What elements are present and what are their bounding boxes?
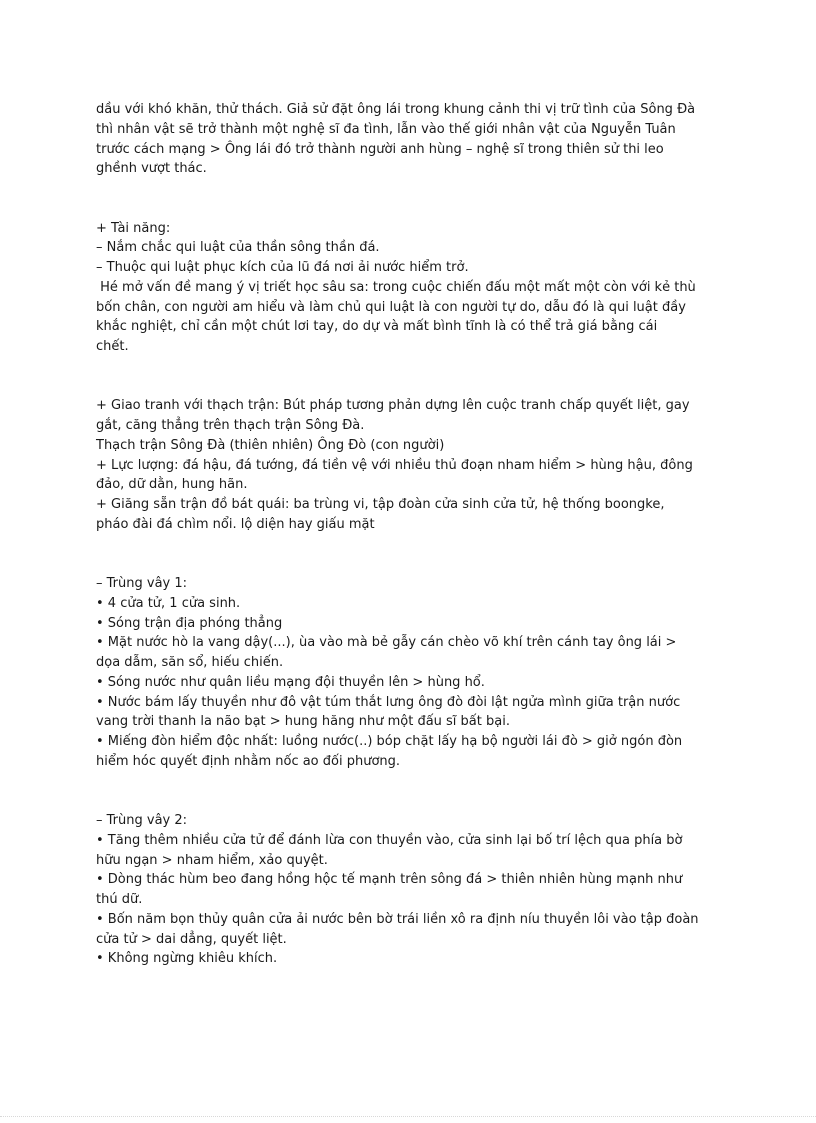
text-line: – Nắm chắc qui luật của thần sông thần đá. <box>96 240 380 256</box>
text-line: + Giăng sẵn trận đồ bát quái: ba trùng vi, tập đoàn cửa sinh cửa tử, hệ thống boongke, <box>96 497 665 512</box>
text-line: vang trời thanh la não bạt > hung hăng như một đấu sĩ bất bại. <box>96 714 510 730</box>
text-line: • 4 cửa tử, 1 cửa sinh. <box>96 595 241 611</box>
blank-line <box>96 535 736 555</box>
text-line: hiểm hóc quyết định nhằm nốc ao đối phương. <box>96 753 401 769</box>
page-bottom-divider <box>0 1116 816 1117</box>
text-line: – Thuộc qui luật phục kích của lũ đá nơi ải nước hiểm trở. <box>96 260 469 275</box>
blank-line <box>96 772 736 792</box>
document-body <box>96 100 736 969</box>
text-line: • Tăng thêm nhiều cửa tử để đánh lừa con thuyền vào, cửa sinh lại bố trí lệch qua phía bờ <box>96 832 683 848</box>
text-line: cửa tử > dai dẳng, quyết liệt. <box>96 931 287 947</box>
text-line: Thạch trận Sông Đà (thiên nhiên) Ông Đò (con người) <box>96 437 445 453</box>
text-line: pháo đài đá chìm nổi. lộ diện hay giấu mặt <box>96 516 375 532</box>
text-line: – Trùng vây 2: <box>96 813 188 828</box>
blank-line <box>96 199 736 219</box>
blank-line <box>96 554 736 574</box>
text-line: • Dòng thác hùm beo đang hồng hộc tế mạnh trên sông đá > thiên nhiên hùng mạnh như <box>96 872 683 888</box>
text-line: • Không ngừng khiêu khích. <box>96 951 278 967</box>
text-line: – Trùng vây 1: <box>96 576 188 591</box>
text-line: gắt, căng thẳng trên thạch trận Sông Đà. <box>96 418 365 433</box>
text-line: thì nhân vật sẽ trở thành một nghệ sĩ đa tình, lẫn vào thế giới nhân vật của Nguyễn Tuân <box>96 121 676 137</box>
text-line: trước cách mạng > Ông lái đó trở thành người anh hùng – nghệ sĩ trong thiên sử thi leo <box>96 141 664 157</box>
text-line: khắc nghiệt, chỉ cần một chút lơi tay, do dự và mất bình tĩnh là có thể trả giá bằng cái <box>96 319 658 335</box>
text-line: • Miếng đòn hiểm độc nhất: luồng nước(..) bóp chặt lấy hạ bộ người lái đò > giở ngón đòn <box>96 734 683 749</box>
text-line: dầu với khó khăn, thử thách. Giả sử đặt ông lái trong khung cảnh thi vị trữ tình của Sông Đà <box>96 102 696 117</box>
text-line: • Sóng nước như quân liều mạng đội thuyền lên > hùng hổ. <box>96 674 485 690</box>
text-line: thú dữ. <box>96 892 143 907</box>
text-line: • Nước bám lấy thuyền như đô vật túm thắt lưng ông đò đòi lật ngửa mình giữa trận nước <box>96 694 681 710</box>
blank-line <box>96 357 736 377</box>
text-line: bốn chân, con người am hiểu và làm chủ qui luật là con người tự do, dẫu đó là qui luật đầy <box>96 299 686 315</box>
text-line: đảo, dữ dằn, hung hãn. <box>96 477 248 493</box>
text-line: • Bốn năm bọn thủy quân cửa ải nước bên bờ trái liền xô ra định níu thuyền lôi vào tập đoàn <box>96 911 699 927</box>
text-line: + Lực lượng: đá hậu, đá tướng, đá tiền vệ với nhiều thủ đoạn nham hiểm > hùng hậu, đông <box>96 457 693 473</box>
blank-line <box>96 377 736 397</box>
text-line: Hé mở vấn đề mang ý vị triết học sâu sa: trong cuộc chiến đấu một mất một còn với kẻ thù <box>96 279 696 295</box>
blank-line <box>96 179 736 199</box>
text-line: hữu ngạn > nham hiểm, xảo quyệt. <box>96 852 328 868</box>
text-line: • Sóng trận địa phóng thẳng <box>96 615 283 631</box>
blank-line <box>96 791 736 811</box>
text-line: • Mặt nước hò la vang dậy(...), ùa vào mà bẻ gẫy cán chèo võ khí trên cánh tay ông lái > <box>96 635 677 651</box>
text-line: chết. <box>96 339 129 354</box>
text-line: + Giao tranh với thạch trận: Bút pháp tương phản dựng lên cuộc tranh chấp quyết liệt, gay <box>96 398 690 414</box>
text-line: + Tài năng: <box>96 220 171 236</box>
text-line: dọa dẫm, săn sổ, hiếu chiến. <box>96 655 284 670</box>
text-line: ghềnh vượt thác. <box>96 161 207 177</box>
